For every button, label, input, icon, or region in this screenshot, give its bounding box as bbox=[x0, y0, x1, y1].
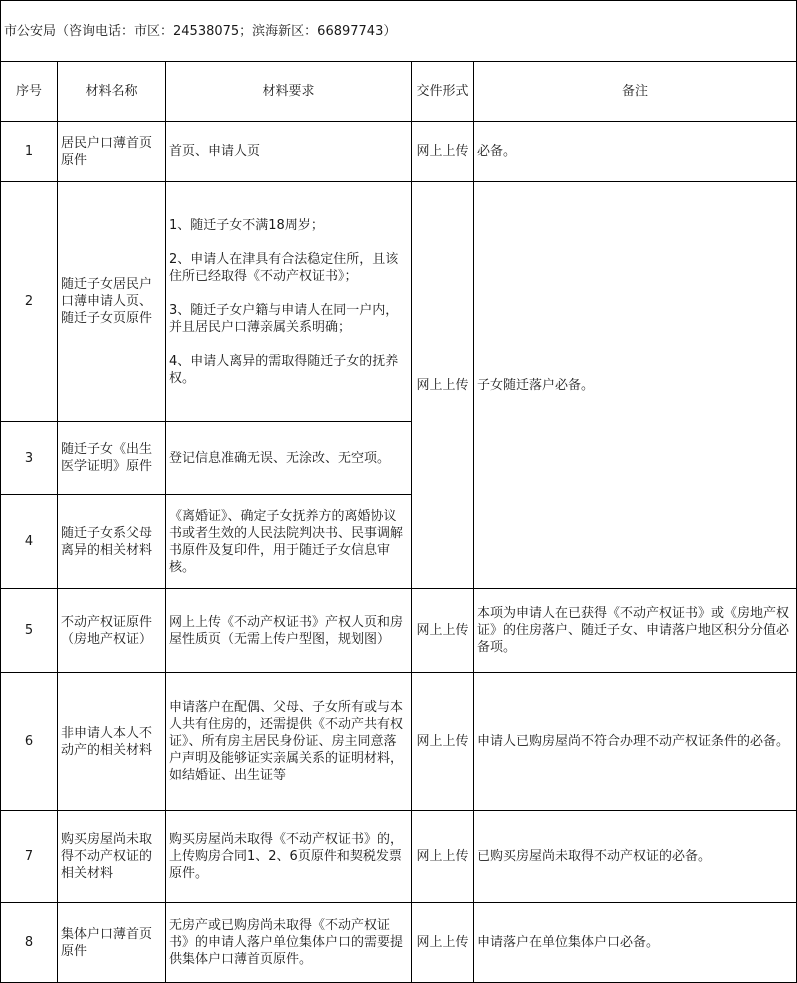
title-row bbox=[1, 1, 797, 62]
material-name: 随迁子女居民户口薄申请人页、随迁子女页原件 bbox=[58, 182, 166, 422]
material-name: 非申请人本人不动产的相关材料 bbox=[58, 673, 166, 811]
header-no: 序号 bbox=[1, 62, 58, 122]
material-name: 居民户口薄首页原件 bbox=[58, 122, 166, 182]
requirement-item: 4、申请人离异的需取得随迁子女的抚养权。 bbox=[169, 353, 399, 386]
remark: 子女随迁落户必备。 bbox=[474, 182, 797, 589]
row-number: 2 bbox=[1, 182, 58, 422]
submission-form: 网上上传 bbox=[412, 122, 474, 182]
material-name: 购买房屋尚未取得不动产权证的相关材料 bbox=[58, 811, 166, 903]
submission-form: 网上上传 bbox=[412, 903, 474, 983]
header-row bbox=[1, 62, 797, 122]
table-title: 市公安局（咨询电话：市区：24538075；滨海新区：66897743） bbox=[1, 1, 797, 62]
requirement-item: 3、随迁子女户籍与申请人在同一户内，并且居民户口薄亲属关系明确； bbox=[169, 302, 399, 335]
material-requirement bbox=[166, 182, 412, 422]
table-row bbox=[1, 182, 797, 422]
material-name: 随迁子女系父母离异的相关材料 bbox=[58, 495, 166, 589]
material-name: 集体户口薄首页原件 bbox=[58, 903, 166, 983]
remark: 本项为申请人在已获得《不动产权证书》或《房地产权证》的住房落户、随迁子女、申请落户地区积分分值必备项。 bbox=[474, 589, 797, 673]
material-requirement: 网上上传《不动产权证书》产权人页和房屋性质页（无需上传户型图，规划图） bbox=[166, 589, 412, 673]
submission-form: 网上上传 bbox=[412, 673, 474, 811]
requirement-item: 2、申请人在津具有合法稳定住所，且该住所已经取得《不动产权证书》； bbox=[169, 251, 399, 284]
remark: 必备。 bbox=[474, 122, 797, 182]
remark: 申请人已购房屋尚不符合办理不动产权证条件的必备。 bbox=[474, 673, 797, 811]
material-requirement: 首页、申请人页 bbox=[166, 122, 412, 182]
table-row bbox=[1, 122, 797, 182]
header-name: 材料名称 bbox=[58, 62, 166, 122]
material-requirement: 无房产或已购房尚未取得《不动产权证书》的申请人落户单位集体户口的需要提供集体户口薄首页原件。 bbox=[166, 903, 412, 983]
row-number: 7 bbox=[1, 811, 58, 903]
row-number: 1 bbox=[1, 122, 58, 182]
paragraph-gap bbox=[169, 285, 408, 302]
material-requirement: 登记信息准确无误、无涂改、无空项。 bbox=[166, 422, 412, 495]
paragraph-gap bbox=[169, 234, 408, 251]
table-row bbox=[1, 903, 797, 983]
material-name: 随迁子女《出生医学证明》原件 bbox=[58, 422, 166, 495]
table-row bbox=[1, 589, 797, 673]
row-number: 3 bbox=[1, 422, 58, 495]
header-note: 备注 bbox=[474, 62, 797, 122]
paragraph-gap bbox=[169, 336, 408, 353]
requirement-item: 1、随迁子女不满18周岁； bbox=[169, 217, 324, 233]
row-number: 5 bbox=[1, 589, 58, 673]
remark: 申请落户在单位集体户口必备。 bbox=[474, 903, 797, 983]
remark: 已购买房屋尚未取得不动产权证的必备。 bbox=[474, 811, 797, 903]
row-number: 4 bbox=[1, 495, 58, 589]
material-requirement: 申请落户在配偶、父母、子女所有或与本人共有住房的，还需提供《不动产共有权证》、所有房主居民身份证、房主同意落户声明及能够证实亲属关系的证明材料，如结婚证、出生证等 bbox=[166, 673, 412, 811]
header-form: 交件形式 bbox=[412, 62, 474, 122]
row-number: 8 bbox=[1, 903, 58, 983]
material-requirement: 《离婚证》、确定子女抚养方的离婚协议书或者生效的人民法院判决书、民事调解书原件及复印件，用于随迁子女信息审核。 bbox=[166, 495, 412, 589]
material-name: 不动产权证原件（房地产权证） bbox=[58, 589, 166, 673]
header-requirement: 材料要求 bbox=[166, 62, 412, 122]
material-requirement: 购买房屋尚未取得《不动产权证书》的，上传购房合同1、2、6页原件和契税发票原件。 bbox=[166, 811, 412, 903]
submission-form: 网上上传 bbox=[412, 182, 474, 589]
table-row bbox=[1, 673, 797, 811]
table-row bbox=[1, 811, 797, 903]
row-number: 6 bbox=[1, 673, 58, 811]
submission-form: 网上上传 bbox=[412, 589, 474, 673]
submission-form: 网上上传 bbox=[412, 811, 474, 903]
